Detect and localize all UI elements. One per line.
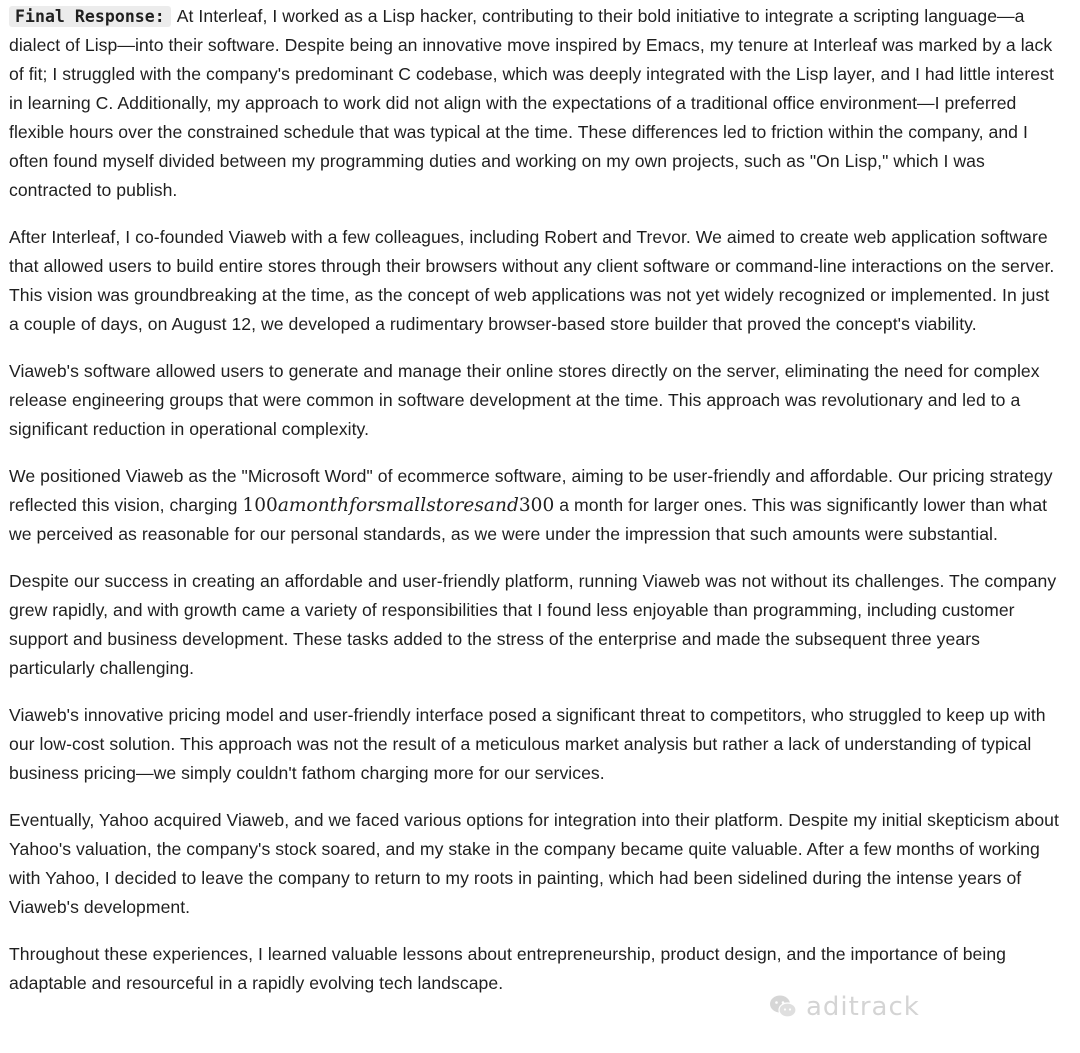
paragraph-1-text: At Interleaf, I worked as a Lisp hacker, contributing to their bold initiative to integrate a scripting language—a dialect of Lisp—into their software. Despite being an innovative move inspired by Emacs, my tenure at Interleaf was marked by a lack of fit; I struggled with the company's predominant C codebase, which was deeply integrated with the Lisp layer, and I had little interest in learning C. Additionally, my approach to work did not align with the expectations of a traditional office environment—I preferred flexible hours over the constrained schedule that was typical at the time. These differences led to friction within the company, and I often found myself divided between my programming duties and working on my own projects, such as "On Lisp," which I was contracted to publish. [9,6,1054,200]
watermark-text: aditrack [806,992,920,1022]
paragraph-4 [9,462,1059,549]
math-number-300: 300 [518,495,555,516]
paragraph-4-text-before: We positioned Viaweb as the "Microsoft Word" of ecommerce software, aiming to be user-friendly and affordable. Our pricing strategy reflected this vision, charging [9,466,1053,515]
math-italic-text: amonthforsmallstoresand [277,495,519,516]
final-response-label: Final Response: [9,6,171,27]
response-document [9,2,1059,1016]
paragraph-1 [9,2,1059,205]
paragraph-6: Viaweb's innovative pricing model and user-friendly interface posed a significant threat to competitors, who struggled to keep up with our low-cost solution. This approach was not the result of a meticulous market analysis but rather a lack of understanding of typical business pricing—we simply couldn't fathom charging more for our services. [9,705,1046,783]
paragraph-3: Viaweb's software allowed users to generate and manage their online stores directly on the server, eliminating the need for complex release engineering groups that were common in software development at the time. This approach was revolutionary and led to a significant reduction in operational complexity. [9,361,1040,439]
paragraph-4-text-after: a month for larger ones. This was significantly lower than what we perceived as reasonable for our personal standards, as we were under the impression that such amounts were substantial. [9,495,1048,544]
pricing-math-render [242,495,554,516]
paragraph-2: After Interleaf, I co-founded Viaweb with a few colleagues, including Robert and Trevor. We aimed to create web application software that allowed users to build entire stores through their browsers without any client software or command-line interactions on the server. This vision was groundbreaking at the time, as the concept of web applications was not yet widely recognized or implemented. In just a couple of days, on August 12, we developed a rudimentary browser-based store builder that proved the concept's viability. [9,227,1055,334]
paragraph-7: Eventually, Yahoo acquired Viaweb, and we faced various options for integration into their platform. Despite my initial skepticism about Yahoo's valuation, the company's stock soared, and my stake in the company became quite valuable. After a few months of working with Yahoo, I decided to leave the company to return to my roots in painting, which had been sidelined during the intense years of Viaweb's development. [9,810,1059,917]
math-number-100: 100 [242,495,278,516]
paragraph-5: Despite our success in creating an affordable and user-friendly platform, running Viaweb was not without its challenges. The company grew rapidly, and with growth came a variety of responsibilities that I found less enjoyable than programming, including customer support and business development. These tasks added to the stress of the enterprise and made the subsequent three years particularly challenging. [9,571,1057,678]
paragraph-8: Throughout these experiences, I learned valuable lessons about entrepreneurship, product design, and the importance of being adaptable and resourceful in a rapidly evolving tech landscape. [9,944,1006,993]
